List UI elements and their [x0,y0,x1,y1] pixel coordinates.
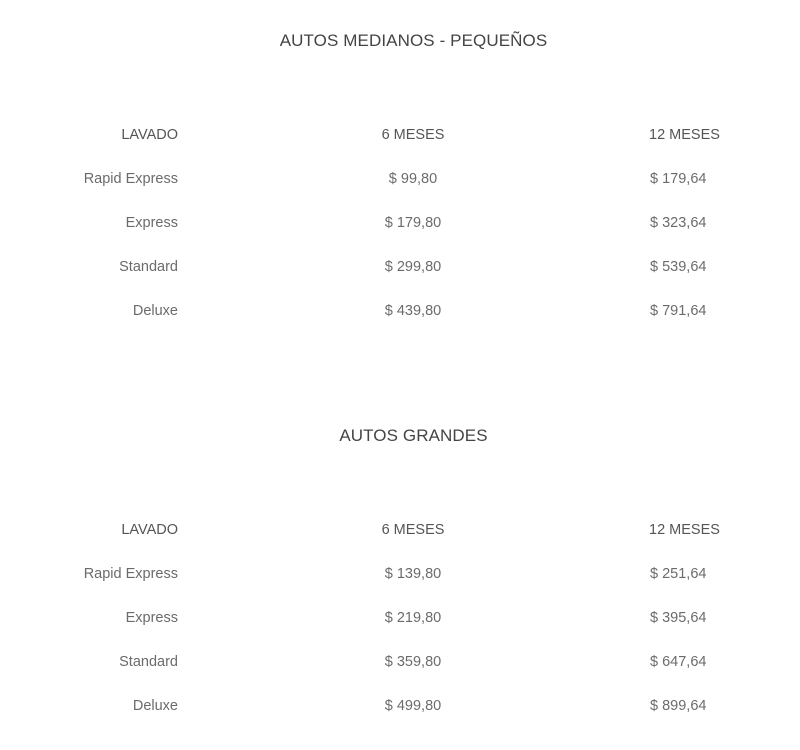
price-6-months: $ 139,80 [384,566,442,582]
wash-name: Deluxe [132,303,178,319]
price-table-medium-small-cars [0,124,800,344]
column-header-6-months: 6 MESES [381,127,445,143]
table-row [0,168,800,212]
column-header-6-months: 6 MESES [381,522,445,538]
price-12-months: $ 539,64 [650,259,707,275]
wash-name: Standard [119,259,178,275]
table-row [0,695,800,739]
price-6-months: $ 299,80 [384,259,442,275]
price-12-months: $ 179,64 [650,171,707,187]
table-row [0,563,800,607]
table-header-row [0,519,800,563]
price-table-large-cars [0,519,800,739]
table-row [0,212,800,256]
price-12-months: $ 395,64 [650,610,707,626]
column-header-12-months: 12 MESES [649,127,720,143]
price-12-months: $ 791,64 [650,303,707,319]
price-6-months: $ 499,80 [384,698,442,714]
table-row [0,607,800,651]
section-title-medium-small-cars: AUTOS MEDIANOS - PEQUEÑOS [279,31,548,50]
table-row [0,256,800,300]
column-header-wash: LAVADO [121,522,178,538]
wash-name: Express [125,610,178,626]
section-title-large-cars: AUTOS GRANDES [339,426,488,445]
wash-name: Express [125,215,178,231]
column-header-12-months: 12 MESES [649,522,720,538]
price-12-months: $ 251,64 [650,566,707,582]
wash-name: Rapid Express [83,171,178,187]
price-6-months: $ 359,80 [384,654,442,670]
wash-name: Deluxe [132,698,178,714]
price-12-months: $ 899,64 [650,698,707,714]
table-row [0,651,800,695]
price-12-months: $ 647,64 [650,654,707,670]
price-6-months: $ 179,80 [384,215,442,231]
column-header-wash: LAVADO [121,127,178,143]
wash-name: Rapid Express [83,566,178,582]
price-6-months: $ 219,80 [384,610,442,626]
wash-name: Standard [119,654,178,670]
table-header-row [0,124,800,168]
table-row [0,300,800,344]
price-6-months: $ 439,80 [384,303,442,319]
price-6-months: $ 99,80 [388,171,438,187]
price-12-months: $ 323,64 [650,215,707,231]
